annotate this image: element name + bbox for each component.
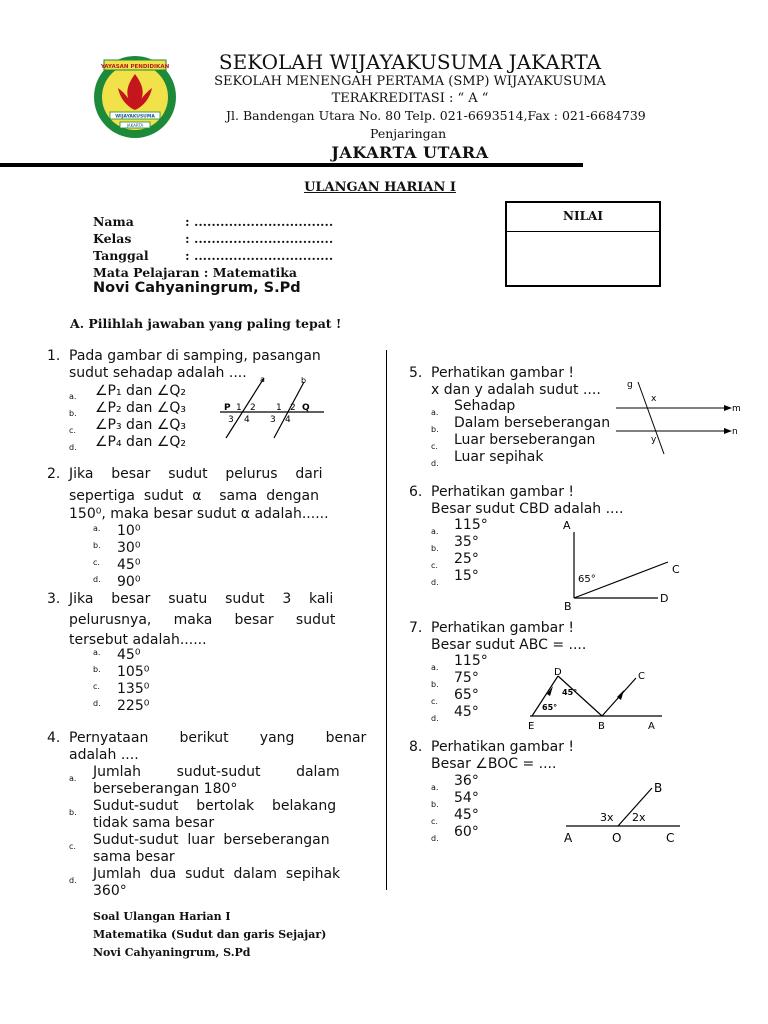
option-letter: a. (431, 408, 439, 417)
info-value[interactable]: : ................................ (185, 248, 334, 263)
option-letter: b. (69, 808, 77, 817)
fig-angle-p4: 4 (244, 415, 250, 425)
option-letter: b. (431, 425, 439, 434)
fig-angle-label: 65° (578, 574, 596, 585)
option-letter: d. (93, 699, 101, 708)
option-text: 45⁰ (117, 647, 141, 663)
option-letter: d. (431, 578, 439, 587)
option-text: Jumlah sudut-sudut dalam (93, 764, 340, 780)
option-text: Sudut-sudut bertolak belakang (93, 798, 337, 814)
fig-label-m: m (732, 404, 741, 414)
option-letter: d. (69, 876, 77, 885)
info-label: Tanggal (93, 248, 149, 263)
fig-angle-2x: 2x (632, 811, 646, 824)
option-letter: c. (69, 426, 76, 435)
option-text: ∠P₁ dan ∠Q₂ (95, 383, 187, 399)
exam-title: ULANGAN HARIAN I (304, 180, 456, 195)
info-value[interactable]: : ................................ (185, 231, 334, 246)
question-text-line: sudut sehadap adalah .... (69, 365, 247, 381)
option-text: 15° (454, 568, 479, 584)
fig-label-e: E (528, 721, 535, 732)
fig-label-b: B (564, 600, 572, 613)
fig-label-d: D (554, 667, 562, 678)
question-number: 4. (47, 730, 61, 746)
option-letter: b. (431, 800, 439, 809)
option-letter: a. (69, 774, 77, 783)
question-text: Pernyataan berikut yang benar (69, 730, 367, 746)
option-text: berseberangan 180° (93, 781, 238, 797)
option-letter: d. (431, 714, 439, 723)
info-row-date (93, 248, 333, 263)
fig-angle-65: 65° (542, 703, 558, 712)
footer-line-2: Matematika (Sudut dan garis Sejajar) (93, 928, 327, 941)
score-box (505, 201, 661, 287)
fig-label-c: C (666, 831, 675, 845)
figure-q5-transversal (612, 376, 742, 456)
column-divider (386, 350, 387, 890)
fig-angle-q3: 3 (270, 415, 276, 425)
school-city: JAKARTA UTARA (331, 143, 489, 162)
score-divider (507, 231, 659, 232)
question-number: 6. (409, 484, 423, 500)
fig-angle-45: 45° (562, 688, 578, 697)
footer-line-3: Novi Cahyaningrum, S.Pd (93, 946, 251, 959)
question-text-line: x dan y adalah sudut .... (431, 382, 601, 398)
fig-label-b: b (301, 376, 307, 385)
option-text: sama besar (93, 849, 175, 865)
question-number: 7. (409, 620, 423, 636)
option-letter: c. (431, 442, 438, 451)
option-text: 45° (454, 704, 479, 720)
option-text: Luar sepihak (454, 449, 544, 465)
option-letter: d. (431, 834, 439, 843)
fig-label-c: C (638, 671, 645, 682)
option-letter: a. (93, 648, 101, 657)
question-text: Jika besar sudut pelurus dari (69, 466, 323, 482)
option-text: 45° (454, 807, 479, 823)
school-address: Jl. Bandengan Utara No. 80 Telp. 021-6693514,Fax : 021-6684739 (226, 108, 646, 123)
question-text: Perhatikan gambar ! (431, 484, 575, 500)
teacher-name: Novi Cahyaningrum, S.Pd (93, 280, 301, 296)
option-text: 54° (454, 790, 479, 806)
figure-q1-parallel-lines (212, 372, 328, 440)
option-text: Jumlah dua sudut dalam sepihak (93, 866, 341, 882)
figure-q7-angles (520, 666, 670, 732)
option-text: 36° (454, 773, 479, 789)
option-letter: c. (431, 817, 438, 826)
fig-label-b: B (598, 721, 605, 732)
option-text: 75° (454, 670, 479, 686)
school-logo (92, 54, 178, 140)
school-district: Penjaringan (370, 126, 447, 141)
option-text: 105⁰ (117, 664, 150, 680)
option-text: 10⁰ (117, 523, 141, 539)
question-text-line: sepertiga sudut α sama dengan (69, 488, 319, 504)
fig-angle-p3: 3 (228, 415, 234, 425)
question-text-line: Besar sudut ABC = .... (431, 637, 587, 653)
option-letter: a. (93, 524, 101, 533)
fig-angle-q1: 1 (276, 403, 282, 413)
logo-mid-text: WIJAYAKUSUMA (115, 114, 155, 120)
info-label: Nama (93, 214, 134, 229)
fig-angle-q4: 4 (285, 415, 291, 425)
option-text: ∠P₂ dan ∠Q₃ (95, 400, 187, 416)
option-letter: d. (69, 443, 77, 452)
question-text: Perhatikan gambar ! (431, 739, 575, 755)
question-text: Pada gambar di samping, pasangan (69, 348, 321, 364)
school-name: SEKOLAH WIJAYAKUSUMA JAKARTA (218, 50, 602, 74)
option-text: 135⁰ (117, 681, 150, 697)
option-text: tidak sama besar (93, 815, 215, 831)
option-letter: b. (431, 544, 439, 553)
question-text-line: Besar ∠BOC = .... (431, 756, 557, 772)
option-text: ∠P₄ dan ∠Q₂ (95, 434, 187, 450)
fig-angle-p1: 1 (236, 403, 242, 413)
option-letter: c. (431, 697, 438, 706)
fig-angle-3x: 3x (600, 811, 614, 824)
fig-label-a: a (260, 375, 265, 384)
question-number: 2. (47, 466, 61, 482)
footer-line-1: Soal Ulangan Harian I (93, 910, 231, 923)
option-letter: c. (93, 682, 100, 691)
option-letter: c. (431, 561, 438, 570)
option-text: Sehadap (454, 398, 516, 414)
figure-q8-straight-angle (560, 776, 690, 848)
option-text: 65° (454, 687, 479, 703)
info-label: Kelas (93, 231, 132, 246)
fig-label-d: D (660, 592, 669, 605)
option-text: 360° (93, 883, 127, 899)
option-letter: a. (431, 663, 439, 672)
figure-q6-angle (558, 518, 688, 614)
logo-bottom-text: JAKARTA (126, 123, 144, 128)
option-text: 60° (454, 824, 479, 840)
info-value[interactable]: : ................................ (185, 214, 334, 229)
fig-label-g: g (627, 380, 633, 390)
subject-line: Mata Pelajaran : Matematika (93, 265, 298, 280)
option-text: 30⁰ (117, 540, 141, 556)
option-text: 45⁰ (117, 557, 141, 573)
fig-label-q: Q (302, 403, 310, 413)
school-subtitle: SEKOLAH MENENGAH PERTAMA (SMP) WIJAYAKUSUMA (214, 74, 606, 89)
question-number: 5. (409, 365, 423, 381)
option-letter: b. (431, 680, 439, 689)
question-text-line: adalah .... (69, 747, 139, 763)
option-text: ∠P₃ dan ∠Q₃ (95, 417, 187, 433)
fig-label-x: x (651, 394, 657, 404)
fig-label-p: P (224, 403, 231, 413)
fig-label-a: A (648, 721, 655, 732)
fig-label-y: y (651, 435, 657, 445)
score-label: NILAI (563, 209, 603, 223)
info-row-name (93, 214, 333, 229)
option-text: 115° (454, 517, 488, 533)
fig-label-a: A (563, 519, 571, 532)
question-number: 8. (409, 739, 423, 755)
option-letter: c. (69, 842, 76, 851)
option-letter: a. (431, 783, 439, 792)
option-letter: a. (69, 392, 77, 401)
question-text-line: 150⁰, maka besar sudut α adalah...... (69, 506, 329, 522)
question-text: Jika besar suatu sudut 3 kali (69, 591, 334, 607)
option-letter: d. (431, 459, 439, 468)
fig-angle-q2: 2 (290, 403, 296, 413)
question-text-line: pelurusnya, maka besar sudut (69, 612, 336, 628)
option-text: Sudut-sudut luar berseberangan (93, 832, 330, 848)
fig-angle-p2: 2 (250, 403, 256, 413)
option-text: 25° (454, 551, 479, 567)
option-letter: b. (93, 665, 101, 674)
question-text-line: tersebut adalah...... (69, 632, 207, 648)
option-letter: a. (431, 527, 439, 536)
option-letter: d. (93, 575, 101, 584)
section-a-instruction: A. Pilihlah jawaban yang paling tepat ! (70, 316, 342, 331)
fig-label-n: n (732, 427, 738, 437)
option-text: 115° (454, 653, 488, 669)
option-text: 90⁰ (117, 574, 141, 590)
option-letter: b. (69, 409, 77, 418)
option-text: 225⁰ (117, 698, 150, 714)
fig-label-a: A (564, 831, 573, 845)
logo-top-text: YAYASAN PENDIDIKAN (100, 64, 170, 70)
header-divider (0, 163, 583, 167)
question-number: 1. (47, 348, 61, 364)
question-number: 3. (47, 591, 61, 607)
fig-label-o: O (612, 831, 622, 845)
option-letter: b. (93, 541, 101, 550)
info-row-class (93, 231, 333, 246)
option-text: Luar berseberangan (454, 432, 596, 448)
question-text: Perhatikan gambar ! (431, 365, 575, 381)
question-text: Perhatikan gambar ! (431, 620, 575, 636)
fig-label-b: B (654, 781, 663, 795)
question-text-line: Besar sudut CBD adalah .... (431, 501, 624, 517)
option-text: Dalam berseberangan (454, 415, 611, 431)
option-letter: c. (93, 558, 100, 567)
option-text: 35° (454, 534, 479, 550)
accreditation: TERAKREDITASI : “ A “ (331, 91, 489, 106)
fig-label-c: C (672, 563, 680, 576)
